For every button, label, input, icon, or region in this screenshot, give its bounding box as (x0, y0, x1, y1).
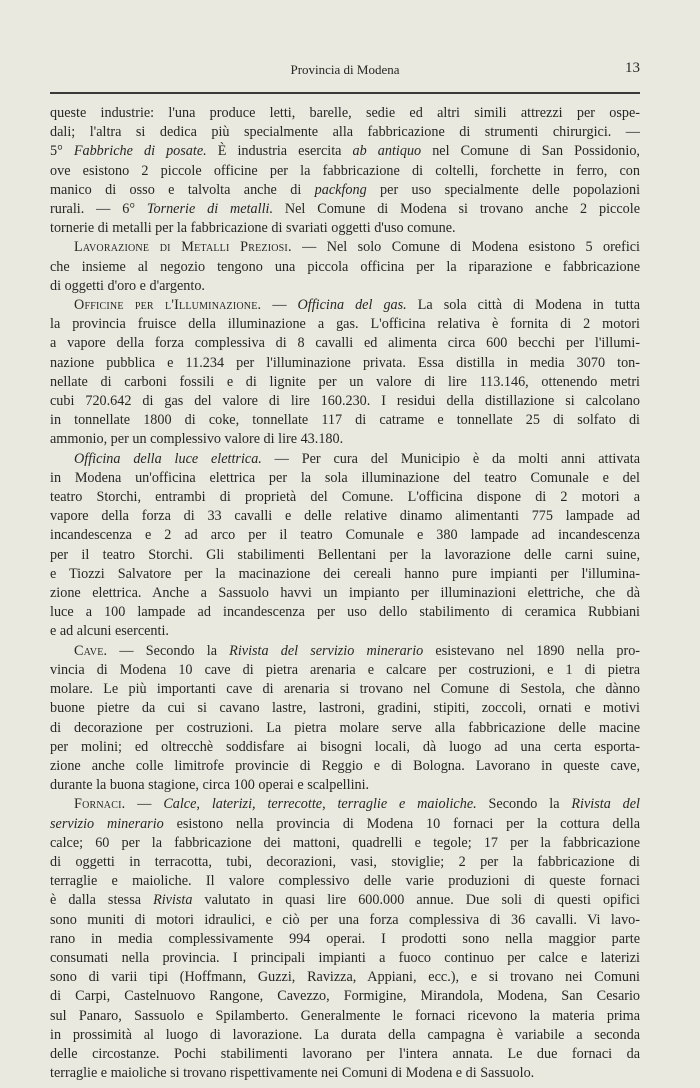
text-run: terraglie e maioliche si trovano rispettivamente nei Comuni di Modena e di Sassuolo. (50, 1065, 535, 1082)
text-line (50, 834, 640, 853)
text-run: di oggetti d'oro e d'argento. (50, 277, 205, 294)
text-line (50, 181, 640, 200)
text-line (50, 354, 640, 373)
text-run: valutato in quasi lire 600.000 annue. Due soli di questi opifici (192, 892, 641, 909)
body-text (50, 104, 640, 1083)
italic-text: Rivista del servizio minerario (229, 642, 424, 659)
text-line (50, 680, 640, 699)
italic-text: Officina della luce elettrica. (74, 450, 262, 467)
text-run: nellate di carboni fossili e di lignite per un valore di lire 113.146, ottenendo metri (50, 373, 640, 390)
text-line (50, 546, 640, 565)
text-line (50, 507, 640, 526)
text-line (50, 258, 640, 277)
text-run: queste industrie: l'una produce letti, barelle, sedie ed altri simili attrezzi per ospe- (50, 105, 640, 121)
text-run: nazione pubblica e 11.234 per l'illuminazione privata. Essa distilla in media 3070 ton- (50, 354, 640, 371)
text-run: molare. Le più importanti cave di arenaria si trovano nel Comune di Sestola, che dànno (50, 681, 640, 698)
text-run: tornerie di metalli per la fabbricazione di svariati oggetti d'uso comune. (50, 220, 456, 237)
text-run: ammonio, per un complessivo valore di lire 43.180. (50, 431, 344, 448)
text-run: — Per cura del Municipio è da molti anni attivata (261, 450, 640, 467)
text-line (50, 872, 640, 891)
page-number: 13 (625, 60, 640, 76)
text-line (50, 1007, 640, 1026)
text-run: in prossimità al luogo di lavorazione. La durata della campagna è variabile a seconda (50, 1026, 640, 1043)
text-line (50, 469, 640, 488)
text-run: sul Panaro, Sassuolo e Spilamberto. Generalmente le fornaci ricevono la materia prima (50, 1007, 640, 1024)
text-run: La sola città di Modena in tutta (406, 297, 641, 314)
text-run: — (261, 297, 298, 314)
text-line (50, 891, 640, 910)
text-line (50, 911, 640, 930)
text-line (50, 488, 640, 507)
text-line (50, 334, 640, 353)
text-run: sono di varii tipi (Hoffmann, Guzzi, Ravizza, Appiani, ecc.), e si trovano nei Comuni (50, 969, 640, 986)
text-run: e Tiozzi Salvatore per la macinazione dei cereali hanno pure impianti per l'illumina- (50, 565, 640, 582)
text-run: delle circostanze. Pochi stabilimenti lavorano per l'intera annata. Le due fornaci da (50, 1045, 640, 1062)
text-run: zione elettrica. Anche a Sassuolo havvi un impianto per illuminazioni elettriche, che dà (50, 585, 640, 602)
text-run: e ad alcuni esercenti. (50, 623, 169, 640)
text-run: Nel Comune di Modena si trovano anche 2 piccole (273, 201, 640, 218)
text-line (50, 411, 640, 430)
text-line (50, 219, 640, 238)
text-run: — Nel solo Comune di Modena esistono 5 orefici (291, 239, 640, 256)
italic-text: Calce, laterizi, terrecotte, terraglie e maioliche. (163, 796, 477, 813)
text-run: di decorazione per costruzioni. La pietra molare serve alla fabbricazione delle macine (50, 719, 640, 736)
text-line (50, 200, 640, 219)
text-line (50, 123, 640, 142)
text-run: che insieme al negozio tengono una piccola officina per la riparazione e fabbricazione (50, 258, 640, 275)
text-run: teatro Storchi, entrambi di proprietà del Comune. L'officina dispone di 2 motori a (50, 489, 640, 506)
text-line (50, 142, 640, 161)
text-run: consumati nella provincia. I principali impianti a fuoco continuo per calce e laterizi (50, 949, 640, 966)
text-run: manico di osso e talvolta anche di (50, 181, 315, 198)
text-run: ove esistono 2 piccole officine per la fabbricazione di coltelli, forchette in ferro, con (50, 162, 640, 179)
text-line (50, 757, 640, 776)
text-line (50, 642, 640, 661)
italic-text: packfong (314, 181, 367, 198)
text-line (50, 930, 640, 949)
text-line (50, 738, 640, 757)
text-run: — Secondo la (107, 642, 230, 659)
text-run: — (125, 796, 164, 813)
text-line (50, 238, 640, 257)
text-run: buone pietre da cui si cavano lastre, lastroni, gradini, stipiti, zoccoli, ornati e motivi (50, 700, 640, 717)
italic-text: Rivista del (571, 796, 640, 813)
section-heading: Fornaci. (74, 796, 126, 813)
text-run: la provincia fruisce della illuminazione a gas. L'officina relativa è fornita di 2 motori (50, 316, 640, 333)
italic-text: Rivista (153, 892, 193, 909)
italic-text: servizio minerario (50, 815, 164, 832)
text-line (50, 987, 640, 1006)
text-run: terraglie e maioliche. Il valore complessivo delle varie produzioni di queste fornaci (50, 873, 640, 890)
text-line (50, 699, 640, 718)
text-run: zione anche colle limitrofe provincie di Reggio e di Bologna. Lavorano in queste cave, (50, 757, 640, 774)
text-run: dali; l'altra si dedica più specialmente alla fabbricazione di strumenti chirurgici. — (50, 124, 640, 141)
text-line (50, 526, 640, 545)
text-run: esistevano nel 1890 nella pro- (423, 642, 641, 659)
text-line (50, 719, 640, 738)
text-line (50, 1026, 640, 1045)
text-line (50, 776, 640, 795)
header-rule (50, 92, 640, 94)
text-line (50, 315, 640, 334)
italic-text: ab antiquo (352, 143, 422, 160)
text-run: a vapore della forza complessiva di 8 cavalli ed alimenta circa 600 becchi per l'illumi- (50, 335, 640, 352)
text-line (50, 1064, 640, 1083)
text-run: vincia di Modena 10 cave di pietra arenaria e calcare per costruzioni, e 1 di pietra (50, 661, 640, 678)
section-heading: Officine per l'Illuminazione. (74, 297, 262, 314)
text-run: in tonnellate 1800 di coke, tonnellate 117 di catrame e tonnellate 25 di solfato di (50, 412, 640, 429)
text-line (50, 450, 640, 469)
section-heading: Lavorazione di Metalli Preziosi. (74, 239, 292, 256)
text-line (50, 853, 640, 872)
text-line (50, 1045, 640, 1064)
text-line (50, 603, 640, 622)
text-run: in Modena un'officina elettrica per la sola illuminazione del teatro Comunale e del (50, 469, 640, 486)
text-run: di oggetti in terracotta, tubi, decorazioni, vasi, stoviglie; 2 per la fabbricazione di (50, 853, 640, 870)
text-run: per uso specialmente delle popolazioni (366, 181, 641, 198)
text-run: sono muniti di motori idraulici, e ciò per una forza complessiva di 36 cavalli. Vi lavo- (50, 911, 640, 928)
italic-text: Officina del gas. (297, 297, 407, 314)
text-run: 5° (50, 143, 74, 160)
text-line (50, 565, 640, 584)
italic-text: Fabbriche di posate. (73, 143, 207, 160)
text-line (50, 622, 640, 641)
italic-text: Tornerie di metalli. (146, 201, 273, 218)
text-run: esistono nella provincia di Modena 10 fornaci per la cottura della (163, 815, 640, 832)
text-line (50, 277, 640, 296)
text-line (50, 968, 640, 987)
text-run: rurali. — 6° (50, 201, 147, 218)
running-header (50, 62, 640, 82)
text-line (50, 795, 640, 814)
running-title: Provincia di Modena (290, 62, 400, 77)
text-run: incandescenza e 2 ad arco per il teatro Comunale e 380 lampade ad incandescenza (50, 527, 640, 544)
text-run: vapore della forza di 33 cavalli e delle relative dinamo alimentanti 775 lampade ad (50, 508, 640, 525)
text-line (50, 661, 640, 680)
text-line (50, 296, 640, 315)
text-run: Secondo la (476, 796, 572, 813)
text-line (50, 430, 640, 449)
text-run: durante la buona stagione, circa 100 operai e scalpellini. (50, 777, 370, 794)
text-line (50, 815, 640, 834)
text-line (50, 104, 640, 123)
section-heading: Cave. (74, 642, 108, 659)
text-run: nel Comune di San Possidonio, (421, 143, 640, 160)
text-run: rano in media complessivamente 994 operai. I prodotti sono nella maggior parte (50, 930, 640, 947)
text-line (50, 162, 640, 181)
text-run: cubi 720.642 di gas del valore di lire 160.230. I residui della distillazione si calcolano (50, 393, 640, 410)
text-line (50, 584, 640, 603)
text-run: per il teatro Storchi. Gli stabilimenti Bellentani per la lavorazione delle carni suine, (50, 546, 640, 563)
text-run: luce a 100 lampade ad incandescenza per uso dello stabilimento di ceramica Rubbiani (50, 604, 640, 621)
text-run: È industria esercita (206, 143, 353, 160)
text-line (50, 392, 640, 411)
text-line (50, 949, 640, 968)
text-run: è dalla stessa (50, 892, 154, 909)
text-line (50, 373, 640, 392)
text-run: calce; 60 per la fabbricazione dei mattoni, quadrelli e tegole; 17 per la fabbricazione (50, 834, 640, 851)
text-run: per molini; ed oltrecchè soddisfare ai bisogni locali, dà luogo ad una certa esporta- (50, 738, 640, 755)
text-run: di Carpi, Castelnuovo Rangone, Cavezzo, Formigine, Mirandola, Modena, San Cesario (50, 988, 640, 1005)
